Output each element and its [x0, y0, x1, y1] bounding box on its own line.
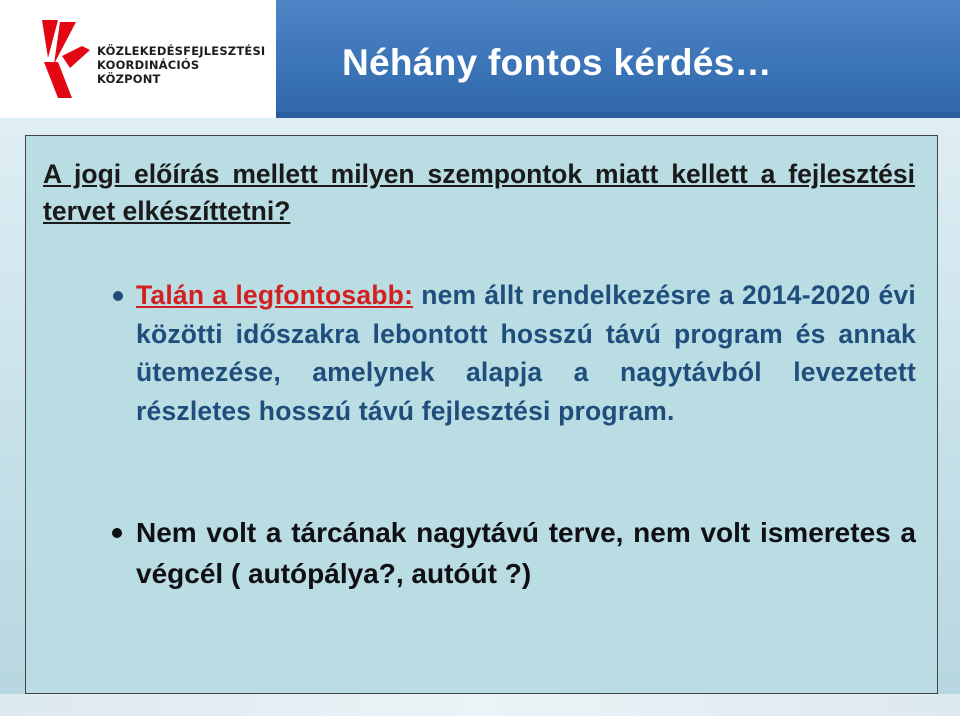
logo-wordmark	[97, 44, 267, 86]
logo-line-1: KÖZLEKEDÉSFEJLESZTÉSI	[97, 44, 266, 58]
slide-footer-band	[0, 694, 960, 716]
bullet-item-2: Nem volt a tárcának nagytávú terve, nem volt ismeretes a végcél ( autópálya?, autóút ?)	[136, 517, 916, 589]
question-heading: A jogi előírás mellett milyen szempontok miatt kellett a fejlesztési tervet elkészíttetni?	[43, 159, 915, 226]
kkk-logo-icon	[34, 16, 94, 100]
bullet-dot-icon	[112, 528, 122, 538]
bullet-dot-icon	[113, 291, 123, 301]
logo-line-2: KOORDINÁCIÓS	[97, 58, 200, 72]
logo-area	[0, 0, 276, 118]
bullet-text: nem állt rendelkezésre a 2014-2020 évi közötti időszakra lebontott hosszú távú program és annak ütemezése, amelynek alapja a nagytávból levezetett részletes hosszú távú fejlesztési program.	[136, 280, 916, 426]
bullet-highlight: Talán a legfontosabb:	[136, 280, 414, 310]
bullet-item-1	[136, 276, 916, 430]
slide-title: Néhány fontos kérdés…	[342, 42, 772, 83]
logo-line-3: KÖZPONT	[97, 72, 161, 86]
